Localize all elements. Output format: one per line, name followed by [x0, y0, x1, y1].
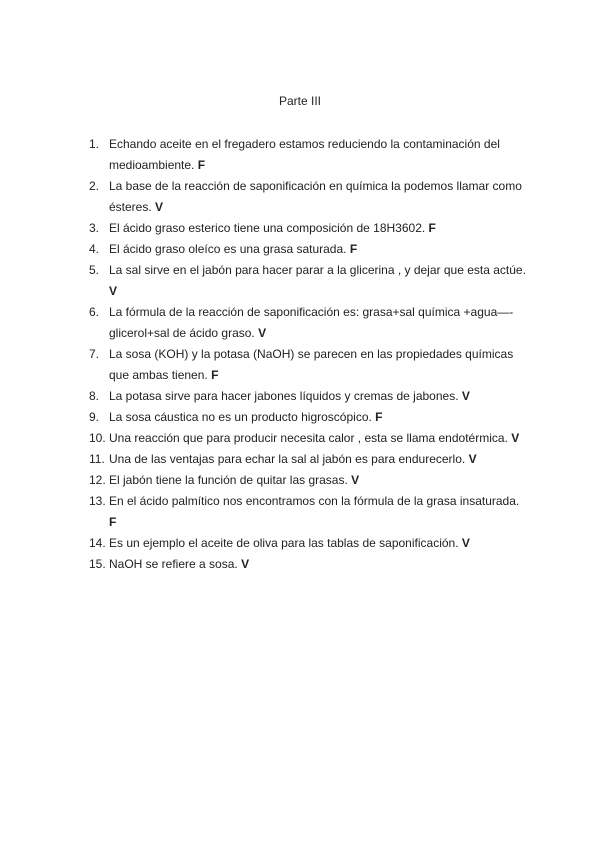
item-text: Una reacción que para producir necesita calor , esta se llama endotérmica.: [109, 431, 508, 445]
item-text: La sal sirve en el jabón para hacer parar a la glicerina , y dejar que esta actúe.: [109, 263, 526, 277]
list-item: [89, 386, 529, 407]
list-item: [89, 428, 529, 449]
item-text: Echando aceite en el fregadero estamos reduciendo la contaminación del medioambiente.: [109, 137, 500, 172]
item-number: 6.: [89, 305, 100, 319]
list-item: [89, 239, 529, 260]
item-text: La sosa (KOH) y la potasa (NaOH) se parecen en las propiedades químicas que ambas tienen.: [109, 347, 514, 382]
answer-mark: V: [511, 431, 520, 445]
item-text: Es un ejemplo el aceite de oliva para las tablas de saponificación.: [109, 536, 459, 550]
answer-mark: V: [258, 326, 267, 340]
answer-mark: F: [375, 410, 383, 424]
list-item: [89, 449, 529, 470]
item-text: La base de la reacción de saponificación en química la podemos llamar como ésteres.: [109, 179, 522, 214]
list-item: [89, 302, 529, 344]
list-item: [89, 554, 529, 575]
answer-mark: F: [211, 368, 219, 382]
item-number: 15.: [89, 557, 106, 571]
answer-mark: F: [428, 221, 436, 235]
list-item: [89, 344, 529, 386]
answer-mark: V: [461, 536, 470, 550]
item-text: El ácido graso oleíco es una grasa saturada.: [109, 242, 347, 256]
list-item: [89, 491, 529, 533]
item-text: El ácido graso esterico tiene una composición de 18H3602.: [109, 221, 429, 235]
item-number: 13.: [89, 494, 106, 508]
answer-mark: F: [197, 158, 206, 172]
answer-mark: V: [461, 389, 470, 403]
item-number: 4.: [89, 242, 100, 256]
list-item: [89, 176, 529, 218]
item-number: 10.: [89, 431, 106, 445]
answer-mark: V: [241, 557, 250, 571]
answer-mark: F: [109, 515, 117, 529]
item-number: 7.: [89, 347, 100, 361]
question-list: [89, 134, 529, 575]
answer-mark: V: [351, 473, 360, 487]
item-number: 11.: [89, 452, 105, 466]
item-number: 5.: [89, 263, 100, 277]
item-text: La potasa sirve para hacer jabones líquidos y cremas de jabones.: [109, 389, 459, 403]
list-item: [89, 260, 529, 302]
item-text: El jabón tiene la función de quitar las grasas.: [109, 473, 348, 487]
item-number: 9.: [89, 410, 100, 424]
list-item: [89, 407, 529, 428]
item-number: 14.: [89, 536, 106, 550]
item-number: 8.: [89, 389, 100, 403]
item-number: 2.: [89, 179, 100, 193]
page-title: Parte III: [278, 94, 322, 108]
item-text: La sosa cáustica no es un producto higroscópico.: [109, 410, 372, 424]
answer-mark: V: [155, 200, 164, 214]
answer-mark: V: [468, 452, 477, 466]
item-text: NaOH se refiere a sosa.: [109, 557, 238, 571]
list-item: [89, 533, 529, 554]
list-item: [89, 218, 529, 239]
item-number: 3.: [89, 221, 100, 235]
item-number: 1.: [89, 137, 100, 151]
list-item: [89, 134, 529, 176]
item-text: En el ácido palmítico nos encontramos con la fórmula de la grasa insaturada.: [109, 494, 520, 508]
answer-mark: V: [109, 284, 118, 298]
item-text: La fórmula de la reacción de saponificación es: grasa+sal química +agua—-glicerol+sal de ácido graso.: [109, 305, 514, 340]
answer-mark: F: [349, 242, 358, 256]
list-item: [89, 470, 529, 491]
item-text: Una de las ventajas para echar la sal al jabón es para endurecerlo.: [109, 452, 466, 466]
item-number: 12.: [89, 473, 106, 487]
